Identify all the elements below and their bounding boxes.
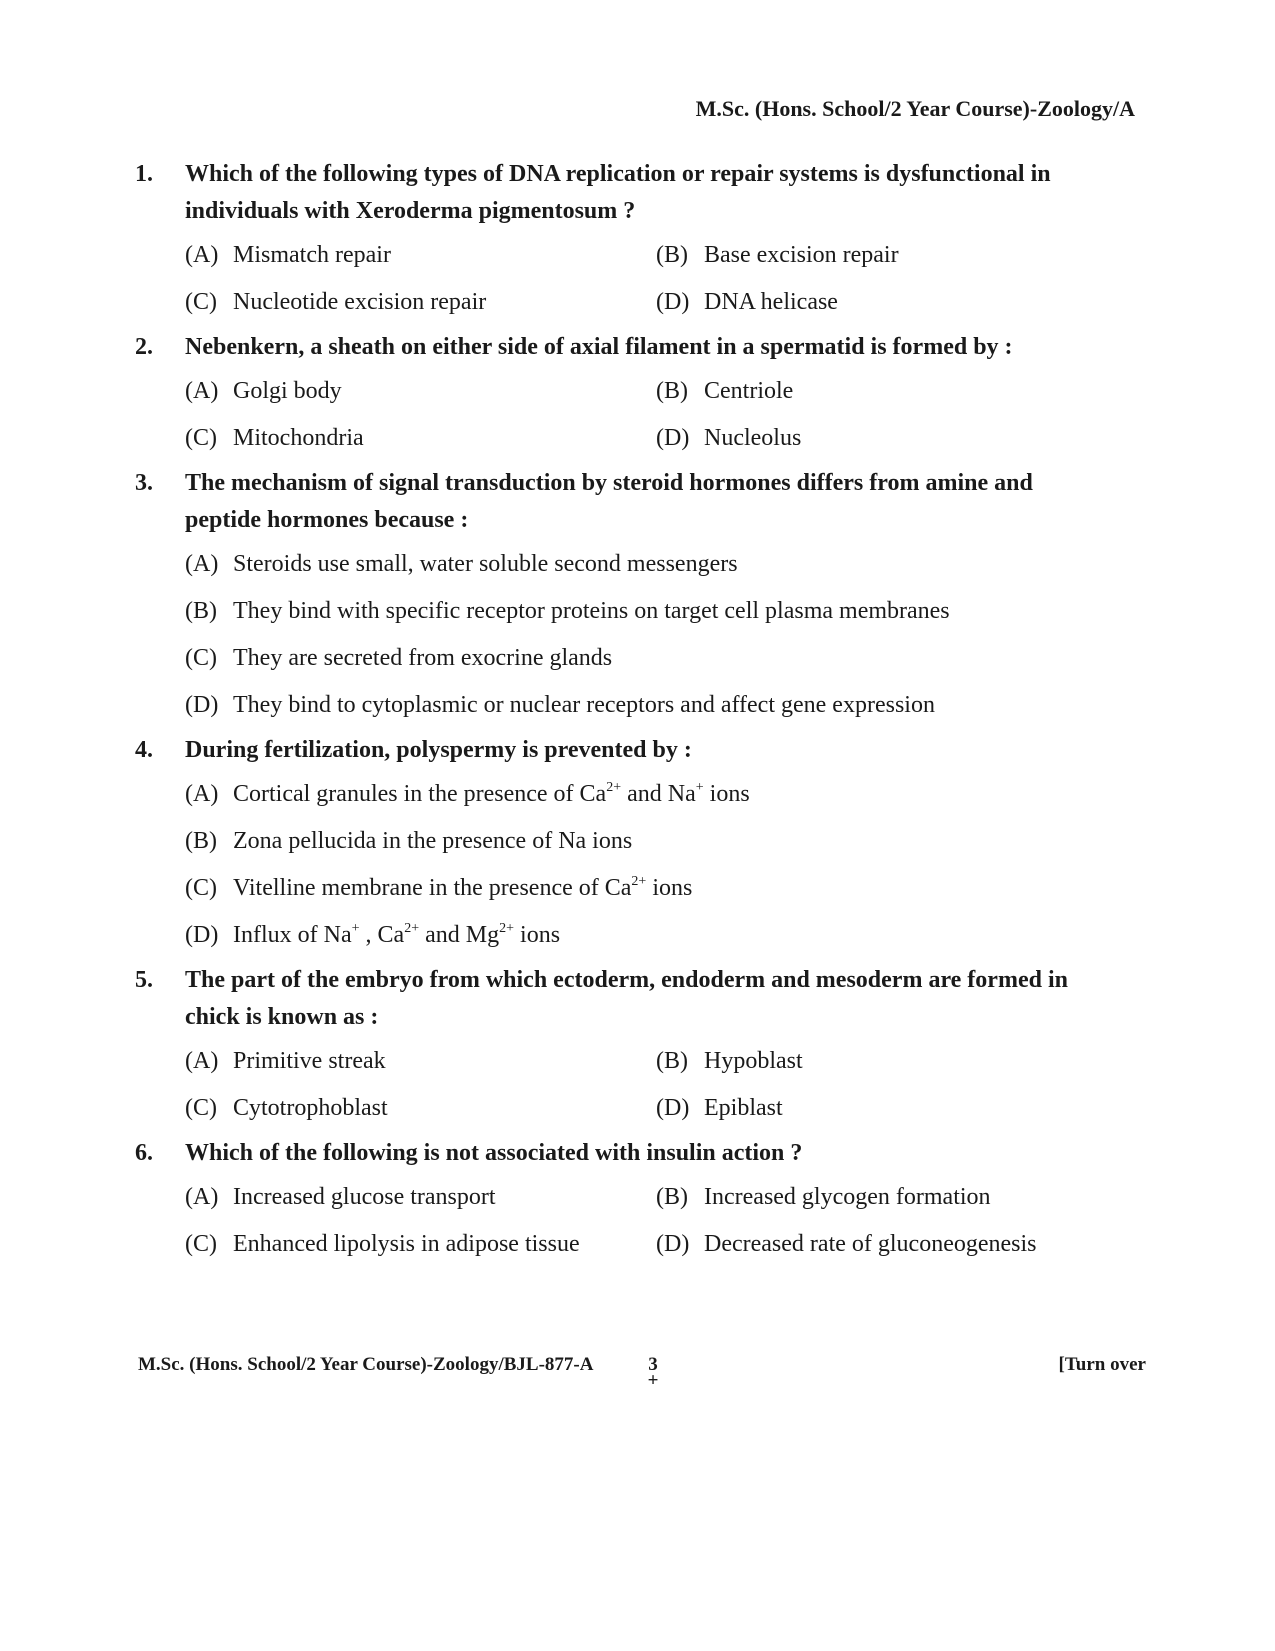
answer-option xyxy=(185,1229,656,1259)
option-label: (C) xyxy=(185,1095,217,1121)
question-number: 2. xyxy=(135,334,153,360)
option-text: Cytotrophoblast xyxy=(233,1095,388,1121)
option-label: (A) xyxy=(185,1048,219,1074)
option-group xyxy=(185,240,1135,317)
answer-option xyxy=(656,1182,1135,1212)
question-text: Which of the following is not associated with insulin action ? xyxy=(185,1140,803,1166)
option-label: (D) xyxy=(656,289,690,315)
answer-option xyxy=(656,1229,1135,1259)
question-number: 4. xyxy=(135,737,153,763)
option-text-part: Influx of Na xyxy=(233,922,352,948)
option-label: (A) xyxy=(185,1184,219,1210)
question-text: Nebenkern, a sheath on either side of axial filament in a spermatid is formed by : xyxy=(185,334,1013,360)
option-text: Increased glycogen formation xyxy=(704,1184,991,1210)
option-label: (D) xyxy=(656,1095,690,1121)
question-item xyxy=(135,962,1135,1123)
option-text-part: ions xyxy=(514,922,561,948)
question-stem xyxy=(135,962,1135,1036)
ion-charge-superscript: + xyxy=(695,780,704,796)
option-text: Enhanced lipolysis in adipose tissue xyxy=(233,1231,580,1257)
answer-option xyxy=(656,1093,1135,1123)
option-label: (B) xyxy=(656,1048,688,1074)
answer-option xyxy=(185,920,1135,950)
option-text: Golgi body xyxy=(233,378,342,404)
answer-option xyxy=(185,596,1135,626)
option-label: (B) xyxy=(185,598,217,624)
question-number: 5. xyxy=(135,967,153,993)
option-text: Decreased rate of gluconeogenesis xyxy=(704,1231,1037,1257)
option-label: (C) xyxy=(185,425,217,451)
option-text-part: Cortical granules in the presence of Ca xyxy=(233,781,607,807)
answer-option xyxy=(656,423,1135,453)
option-text xyxy=(233,779,750,809)
option-label: (C) xyxy=(185,1231,217,1257)
answer-option xyxy=(185,549,1135,579)
option-label: (A) xyxy=(185,242,219,268)
option-group xyxy=(185,549,1135,720)
option-text: Hypoblast xyxy=(704,1048,803,1074)
question-text: The part of the embryo from which ectoderm, endoderm and mesoderm are formed in chick is known as : xyxy=(185,967,1068,1030)
question-list xyxy=(135,156,1135,1271)
option-text-part: and Na xyxy=(621,781,696,807)
question-number: 1. xyxy=(135,161,153,187)
option-label: (C) xyxy=(185,645,217,671)
question-text: During fertilization, polyspermy is prevented by : xyxy=(185,737,692,763)
answer-option xyxy=(185,643,1135,673)
answer-option xyxy=(185,779,1135,809)
answer-option xyxy=(185,826,1135,856)
option-text xyxy=(233,873,692,903)
option-label: (A) xyxy=(185,781,219,807)
answer-option xyxy=(656,240,1135,270)
ion-charge-superscript: 2+ xyxy=(606,780,622,796)
question-text: Which of the following types of DNA replication or repair systems is dysfunctional in individuals with Xeroderma pigmentosum ? xyxy=(185,161,1051,224)
option-text: DNA helicase xyxy=(704,289,838,315)
option-text xyxy=(233,920,560,950)
answer-option xyxy=(185,1093,656,1123)
option-label: (B) xyxy=(185,828,217,854)
question-item xyxy=(135,732,1135,950)
option-text-part: and Mg xyxy=(419,922,500,948)
option-text: They are secreted from exocrine glands xyxy=(233,645,613,671)
question-number: 3. xyxy=(135,470,153,496)
option-text: Primitive streak xyxy=(233,1048,386,1074)
question-stem xyxy=(135,465,1135,539)
page-header-course: M.Sc. (Hons. School/2 Year Course)-Zoology/A xyxy=(695,96,1135,121)
option-label: (D) xyxy=(656,425,690,451)
option-text: Increased glucose transport xyxy=(233,1184,496,1210)
ion-charge-superscript: 2+ xyxy=(499,921,515,937)
option-label: (B) xyxy=(656,378,688,404)
footer-paper-code: M.Sc. (Hons. School/2 Year Course)-Zoology/BJL-877-A xyxy=(138,1354,594,1375)
option-text: Centriole xyxy=(704,378,794,404)
answer-option xyxy=(185,423,656,453)
answer-option xyxy=(185,287,656,317)
option-label: (B) xyxy=(656,1184,688,1210)
question-stem xyxy=(135,329,1135,366)
question-item xyxy=(135,465,1135,720)
option-text: Base excision repair xyxy=(704,242,899,268)
option-text-part: ions xyxy=(646,875,693,901)
page-number: 3 xyxy=(648,1354,658,1375)
option-label: (D) xyxy=(656,1231,690,1257)
option-text: Nucleotide excision repair xyxy=(233,289,487,315)
option-text: Epiblast xyxy=(704,1095,783,1121)
option-text-part: Zona pellucida in the presence of Na ions xyxy=(233,828,633,854)
option-label: (A) xyxy=(185,551,219,577)
answer-option xyxy=(185,690,1135,720)
question-stem xyxy=(135,1135,1135,1172)
question-number: 6. xyxy=(135,1140,153,1166)
option-group xyxy=(185,376,1135,453)
answer-option xyxy=(656,376,1135,406)
option-text: They bind with specific receptor proteins on target cell plasma membranes xyxy=(233,598,950,624)
ion-charge-superscript: 2+ xyxy=(631,874,647,890)
turn-over-label: [Turn over xyxy=(1058,1354,1146,1375)
option-text: Mitochondria xyxy=(233,425,364,451)
option-label: (D) xyxy=(185,692,219,718)
option-label: (D) xyxy=(185,922,219,948)
option-text-part: Vitelline membrane in the presence of Ca xyxy=(233,875,632,901)
option-text-part: , Ca xyxy=(359,922,405,948)
answer-option xyxy=(185,376,656,406)
question-stem xyxy=(135,156,1135,230)
option-group xyxy=(185,1046,1135,1123)
option-text-part: ions xyxy=(703,781,750,807)
answer-option xyxy=(656,287,1135,317)
question-item xyxy=(135,1135,1135,1259)
option-group xyxy=(185,1182,1135,1259)
question-text: The mechanism of signal transduction by steroid hormones differs from amine and peptide hormones because : xyxy=(185,470,1033,533)
answer-option xyxy=(185,873,1135,903)
footer-plus-mark: + xyxy=(647,1370,659,1391)
option-label: (B) xyxy=(656,242,688,268)
ion-charge-superscript: + xyxy=(351,921,360,937)
answer-option xyxy=(185,1046,656,1076)
option-text: Nucleolus xyxy=(704,425,802,451)
question-item xyxy=(135,156,1135,317)
option-text: Mismatch repair xyxy=(233,242,391,268)
answer-option xyxy=(185,240,656,270)
option-label: (A) xyxy=(185,378,219,404)
option-label: (C) xyxy=(185,289,217,315)
answer-option xyxy=(656,1046,1135,1076)
ion-charge-superscript: 2+ xyxy=(404,921,420,937)
option-text xyxy=(233,826,632,856)
question-item xyxy=(135,329,1135,453)
option-label: (C) xyxy=(185,875,217,901)
question-stem xyxy=(135,732,1135,769)
answer-option xyxy=(185,1182,656,1212)
option-group xyxy=(185,779,1135,950)
option-text: Steroids use small, water soluble second messengers xyxy=(233,551,738,577)
option-text: They bind to cytoplasmic or nuclear receptors and affect gene expression xyxy=(233,692,935,718)
